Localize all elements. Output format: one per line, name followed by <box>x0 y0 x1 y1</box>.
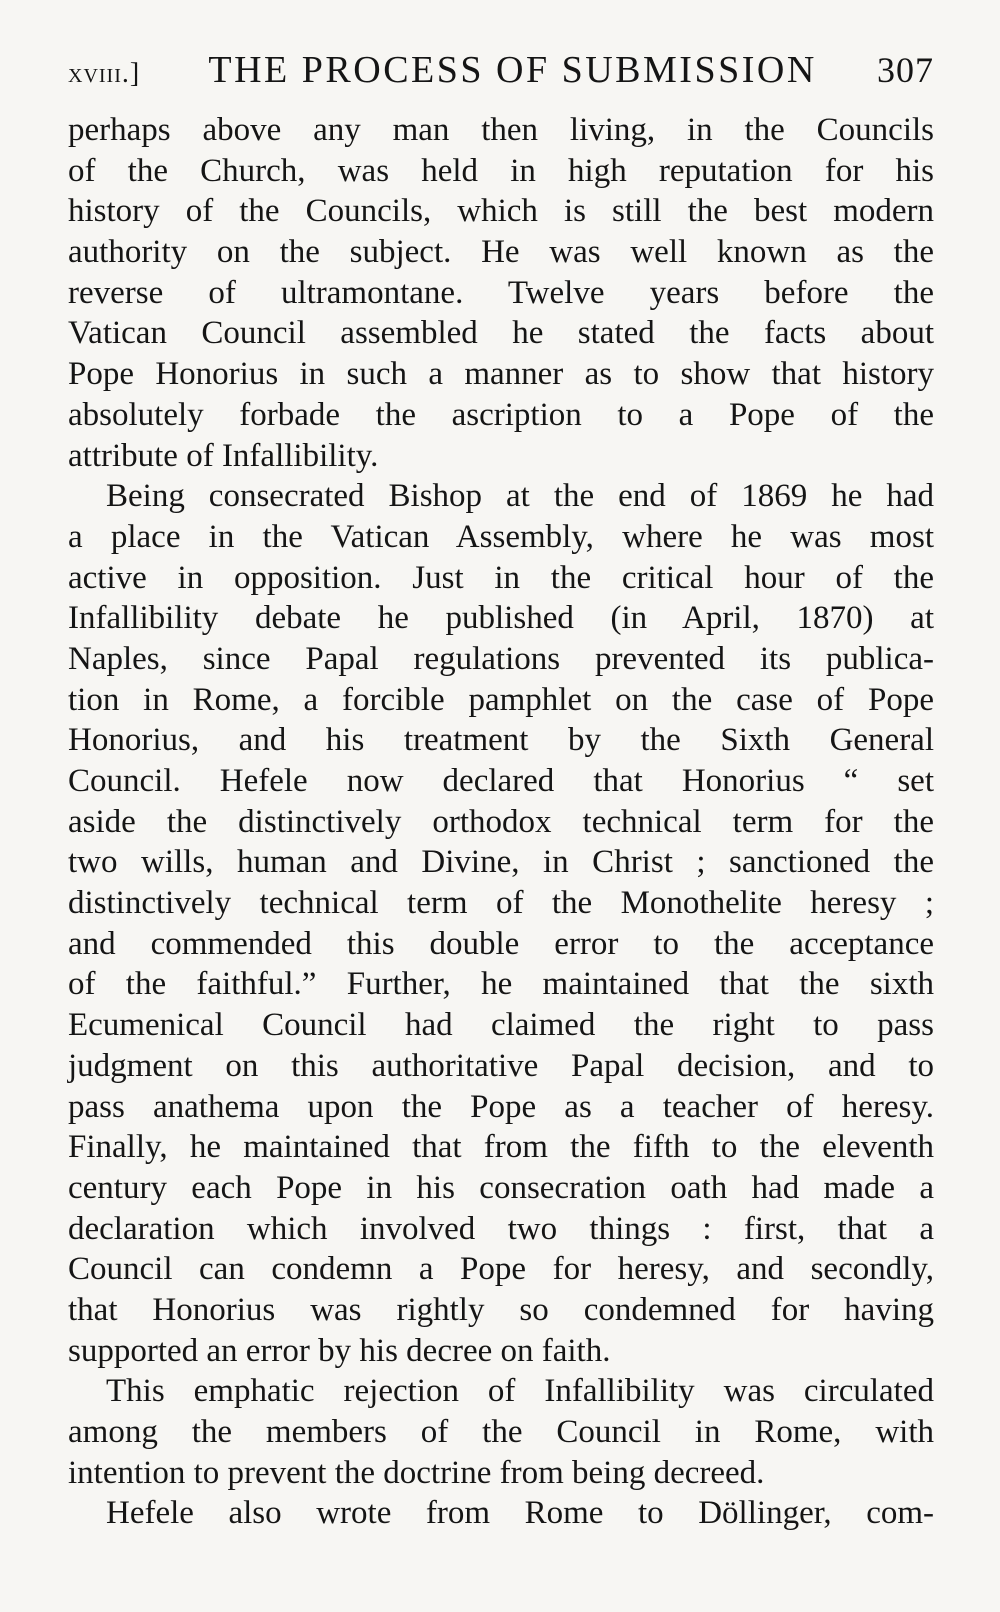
text-line: aside the distinctively orthodox technical term for the <box>68 803 934 840</box>
text-line: intention to prevent the doctrine from being decreed. <box>68 1454 765 1491</box>
text-line: history of the Councils, which is still the best modern <box>68 193 934 230</box>
chapter-mark: xviii.] <box>68 58 141 89</box>
text-line: declaration which involved two things : first, that a <box>68 1210 934 1247</box>
text-line: active in opposition. Just in the critical hour of the <box>68 559 934 596</box>
text-line: distinctively technical term of the Monothelite heresy ; <box>68 885 934 922</box>
text-line: pass anathema upon the Pope as a teacher of heresy. <box>68 1088 934 1125</box>
text-line: and commended this double error to the acceptance <box>68 925 934 962</box>
text-line: reverse of ultramontane. Twelve years before the <box>68 274 934 311</box>
text-line: Naples, since Papal regulations prevented its publica- <box>68 640 934 677</box>
text-line: perhaps above any man then living, in the Councils <box>68 112 934 148</box>
text-line: Ecumenical Council had claimed the right to pass <box>68 1007 934 1044</box>
text-line: that Honorius was rightly so condemned for having <box>68 1291 934 1328</box>
text-line: Council. Hefele now declared that Honorius “ set <box>68 763 934 799</box>
text-line: Honorius, and his treatment by the Sixth General <box>68 722 934 759</box>
text-line: a place in the Vatican Assembly, where he was most <box>68 518 934 555</box>
page-title: THE PROCESS OF SUBMISSION <box>208 49 817 91</box>
text-line: This emphatic rejection of Infallibility was circulated <box>106 1373 934 1410</box>
body-text <box>68 110 934 1534</box>
text-line: of the faithful.” Further, he maintained that the sixth <box>68 966 934 1003</box>
book-page <box>68 48 934 1534</box>
text-line: tion in Rome, a forcible pamphlet on the case of Pope <box>68 681 934 718</box>
text-line: two wills, human and Divine, in Christ ; sanctioned the <box>68 844 934 881</box>
running-head <box>68 48 934 108</box>
text-line: of the Church, was held in high reputation for his <box>68 152 934 189</box>
text-line: supported an error by his decree on faith. <box>68 1332 611 1369</box>
text-line: century each Pope in his consecration oath had made a <box>68 1169 934 1206</box>
text-line: Pope Honorius in such a manner as to show that history <box>68 356 934 393</box>
text-line: authority on the subject. He was well known as the <box>68 234 934 271</box>
text-line: Vatican Council assembled he stated the facts about <box>68 315 934 352</box>
text-line: Hefele also wrote from Rome to Döllinger, com- <box>106 1495 934 1532</box>
text-line: attribute of Infallibility. <box>68 437 379 474</box>
page-number: 307 <box>877 50 934 90</box>
text-line: absolutely forbade the ascription to a Pope of the <box>68 396 934 433</box>
text-line: among the members of the Council in Rome, with <box>68 1414 934 1450</box>
text-line: Finally, he maintained that from the fifth to the eleventh <box>68 1129 934 1166</box>
text-line: Council can condemn a Pope for heresy, and secondly, <box>68 1251 934 1288</box>
text-line: judgment on this authoritative Papal decision, and to <box>68 1047 934 1084</box>
text-line: Being consecrated Bishop at the end of 1869 he had <box>106 478 934 515</box>
text-line: Infallibility debate he published (in April, 1870) at <box>68 600 934 637</box>
